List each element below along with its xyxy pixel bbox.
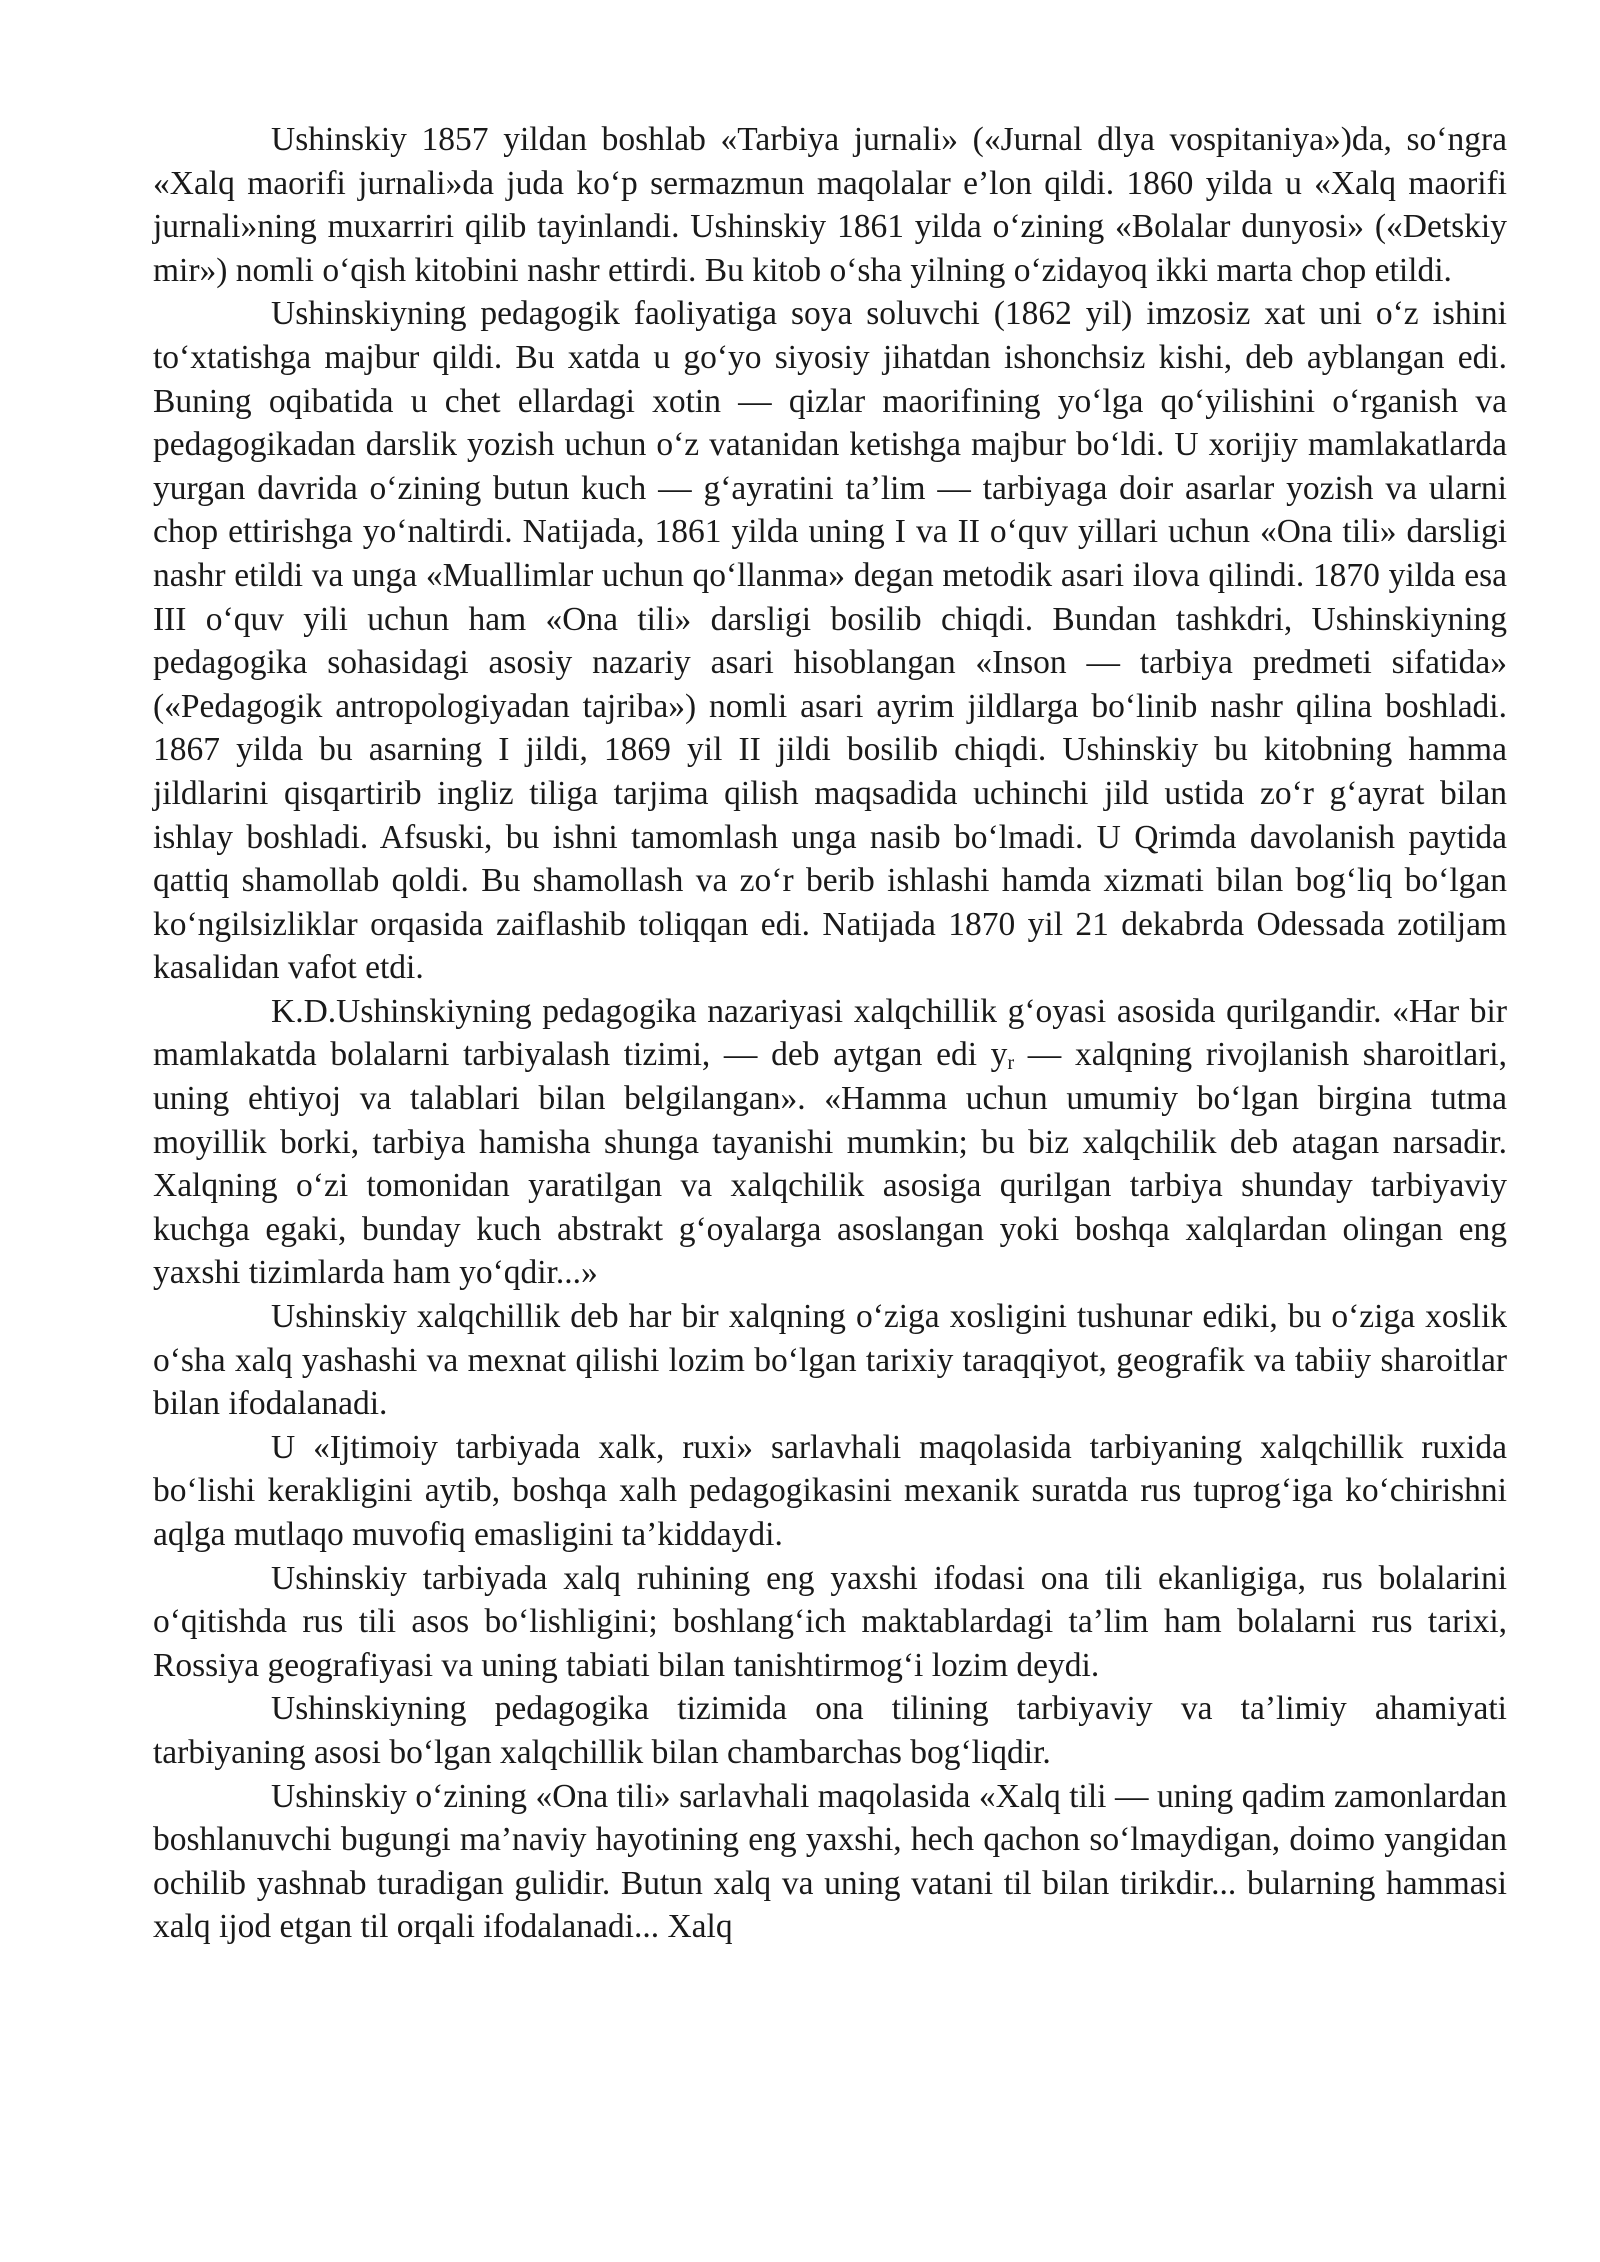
paragraph-nationality-theory [153, 990, 1507, 1295]
paragraph-native-language-education: Ushinskiy tarbiyada xalq ruhining eng yaxshi ifodasi ona tili ekanligiga, rus bolalarini o‘qitishda rus tili asos bo‘lishligini; boshlang‘ich maktablardagi ta’lim ham bolalarni rus tarixi, Rossiya geografiyasi va uning tabiati bilan tanishtirmog‘i lozim deydi. [153, 1559, 1507, 1684]
kd-subscript: r [1007, 1052, 1015, 1075]
document-page [153, 118, 1507, 1949]
kd-text-before: K.D.Ushinskiyning pedagogika nazariyasi xalqchillik g‘oyasi asosida qurilgandir. «Har bir mamlakatda bolalarni tarbiyalash tizimi, — deb aytgan edi y [153, 992, 1507, 1074]
paragraph-national-spirit-article: U «Ijtimoiy tarbiyada xalk, ruxi» sarlavhali maqolasida tarbiyaning xalqchillik ruxida bo‘lishi kerakligini aytib, boshqa xalh pedagogikasini mexanik suratda rus tuprog‘iga ko‘chirishni aqlga mutlaqo muvofiq emasligini ta’kiddaydi. [153, 1428, 1507, 1553]
paragraph-publications: Ushinskiy 1857 yildan boshlab «Tarbiya jurnali» («Jurnal dlya vospitaniya»)da, so‘ngra «Xalq maorifi jurnali»da juda ko‘p sermazmun maqolalar e’lon qildi. 1860 yilda u «Xalq maorifi jurnali»ning muxarriri qilib tayinlandi. Ushinskiy 1861 yilda o‘zining «Bolalar dunyosi» («Detskiy mir») nomli o‘qish kitobini nashr ettirdi. Bu kitob o‘sha yilning o‘zidayoq ikki marta chop etildi. [153, 121, 1507, 289]
kd-text-after: — xalqning rivojlanish sharoitlari, uning ehtiyoj va talablari bilan belgilangan». «Hamma uchun umumiy bo‘lgan birgina tutma moyillik borki, tarbiya hamisha shunga tayanishi mumkin; bu biz xalqchilik deb atagan narsadir. Xalqning o‘zi tomonidan yaratilgan va xalqchilik asosiga qurilgan tarbiya shunday tarbiyaviy kuchga egaki, bunday kuch abstrakt g‘oyalarga asoslangan yoki boshqa xalqlardan olingan eng yaxshi tizimlarda ham yo‘qdir...» [153, 1036, 1507, 1292]
paragraph-native-language-importance: Ushinskiyning pedagogika tizimida ona tilining tarbiyaviy va ta’limiy ahamiyati tarbiyaning asosi bo‘lgan xalqchillik bilan chambarchas bog‘liqdir. [153, 1690, 1507, 1771]
paragraph-nationality-definition: Ushinskiy xalqchillik deb har bir xalqning o‘ziga xosligini tushunar ediki, bu o‘ziga xoslik o‘sha xalq yashashi va mexnat qilishi lozim bo‘lgan tarixiy taraqqiyot, geografik va tabiiy sharoitlar bilan ifodalanadi. [153, 1298, 1507, 1423]
paragraph-ona-tili-article: Ushinskiy o‘zining «Ona tili» sarlavhali maqolasida «Xalq tili — uning qadim zamonlardan boshlanuvchi bugungi ma’naviy hayotining eng yaxshi, hech qachon so‘lmaydigan, doimo yangidan ochilib yashnab turadigan gulidir. Butun xalq va uning vatani til bilan tirikdir... bularning hammasi xalq ijod etgan til orqali ifodalanadi... Xalq [153, 1777, 1507, 1946]
paragraph-biography: Ushinskiyning pedagogik faoliyatiga soya soluvchi (1862 yil) imzosiz xat uni o‘z ishini to‘xtatishga majbur qildi. Bu xatda u go‘yo siyosiy jihatdan ishonchsiz kishi, deb ayblangan edi. Buning oqibatida u chet ellardagi xotin — qizlar maorifining yo‘lga qo‘yilishini o‘rganish va pedagogikadan darslik yozish uchun o‘z vatanidan ketishga majbur bo‘ldi. U xorijiy mamlakatlarda yurgan davrida o‘zining butun kuch — g‘ayratini ta’lim — tarbiyaga doir asarlar yozish va ularni chop ettirishga yo‘naltirdi. Natijada, 1861 yilda uning I va II o‘quv yillari uchun «Ona tili» darsligi nashr etildi va unga «Muallimlar uchun qo‘llanma» degan metodik asari ilova qilindi. 1870 yilda esa III o‘quv yili uchun ham «Ona tili» darsligi bosilib chiqdi. Bundan tashkdri, Ushinskiyning pedagogika sohasidagi asosiy nazariy asari hisoblangan «Inson — tarbiya predmeti sifatida» («Pedagogik antropologiyadan tajriba») nomli asari ayrim jildlarga bo‘linib nashr qilina boshladi. 1867 yilda bu asarning I jildi, 1869 yil II jildi bosilib chiqdi. Ushinskiy bu kitobning hamma jildlarini qisqartirib ingliz tiliga tarjima qilish maqsadida uchinchi jild ustida zo‘r g‘ayrat bilan ishlay boshladi. Afsuski, bu ishni tamomlash unga nasib bo‘lmadi. U Qrimda davolanish paytida qattiq shamollab qoldi. Bu shamollash va zo‘r berib ishlashi hamda xizmati bilan bog‘liq bo‘lgan ko‘ngilsizliklar orqasida zaiflashib toliqqan edi. Natijada 1870 yil 21 dekabrda Odessada zotiljam kasalidan vafot etdi. [153, 295, 1507, 987]
